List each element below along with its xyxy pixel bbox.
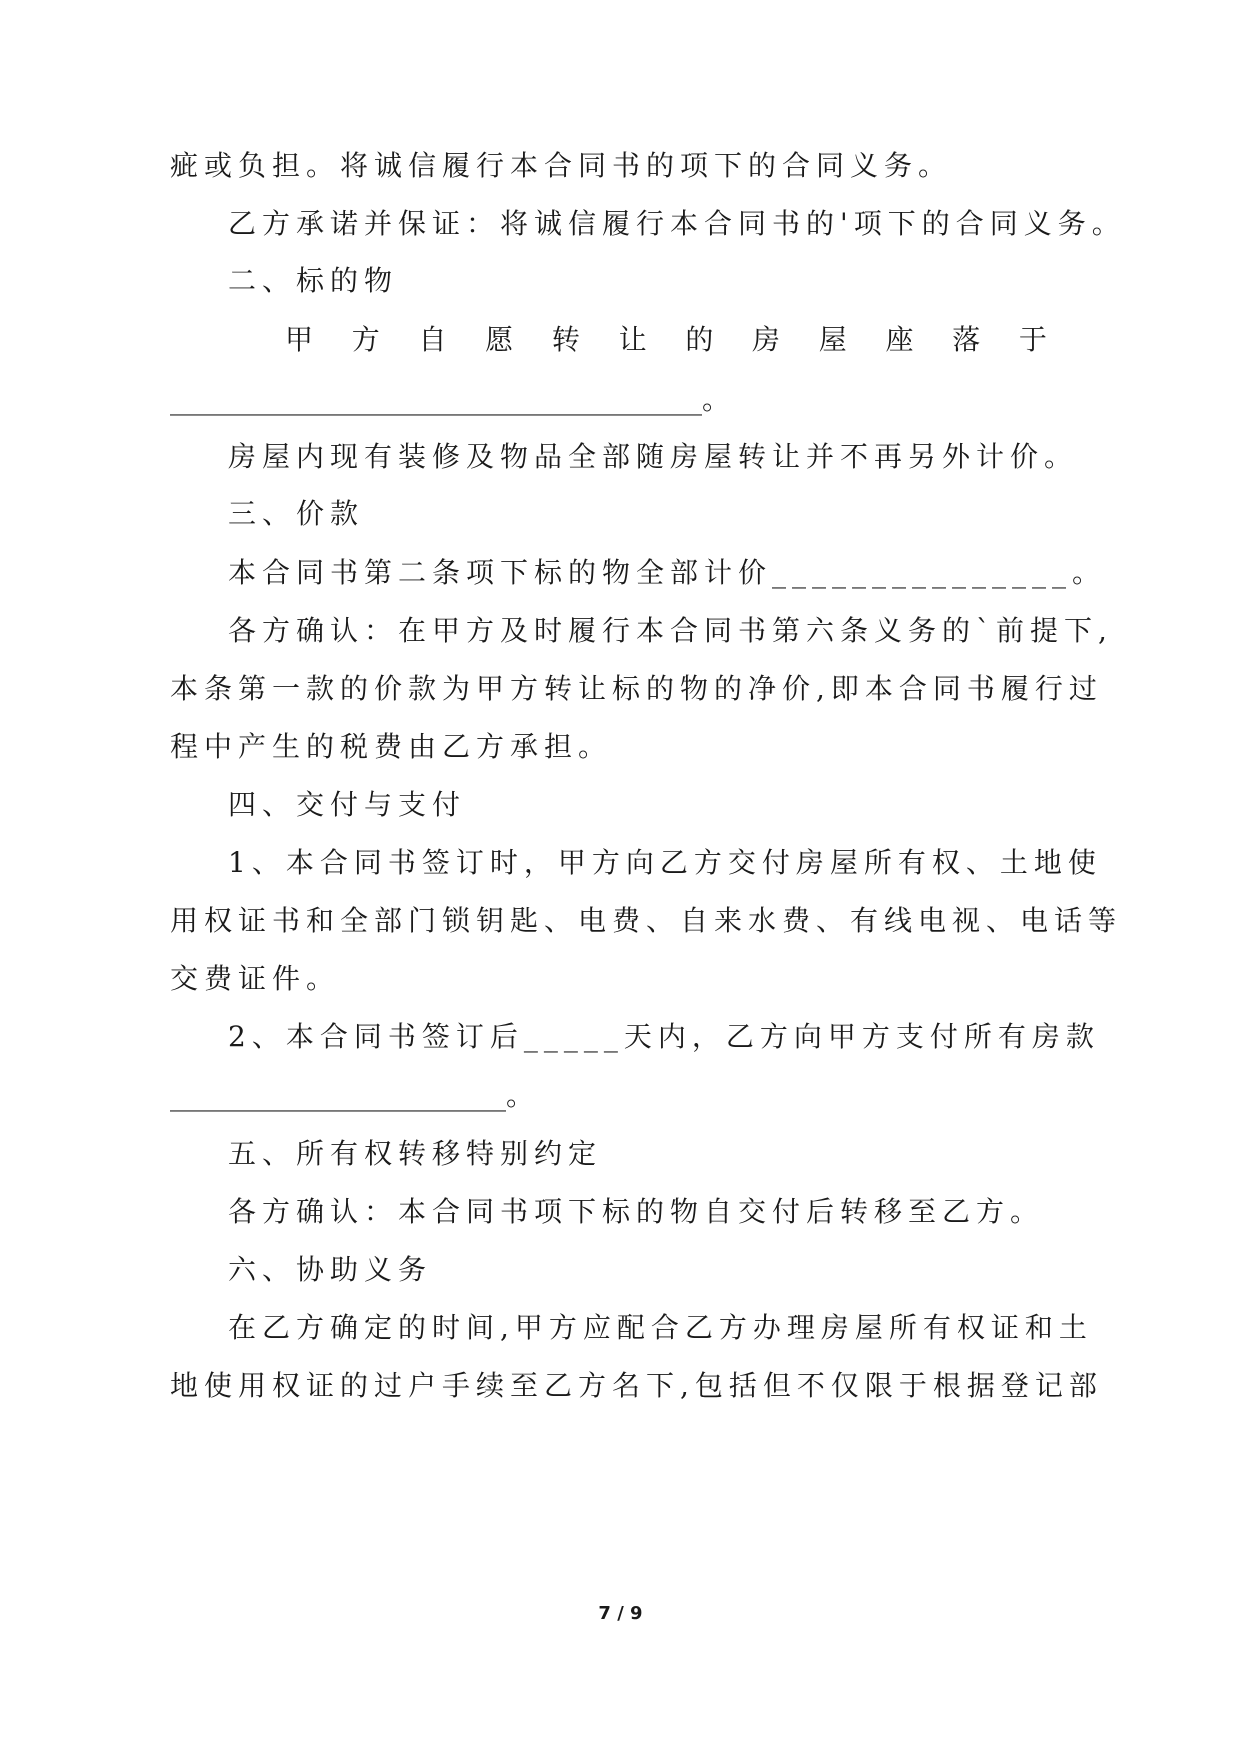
text-line: 各方确认：在甲方及时履行本合同书第六条义务的`前提下,: [228, 614, 1113, 647]
text-line: 各方确认：本合同书项下标的物自交付后转移至乙方。: [228, 1195, 1045, 1228]
text-line: 本合同书第二条项下标的物全部计价_______________。: [228, 556, 1107, 589]
spread-char: 转: [551, 323, 580, 356]
section-heading: 二、标的物: [228, 264, 399, 297]
text-line: 交费证件。: [170, 962, 341, 995]
text-line: 在乙方确定的时间,甲方应配合乙方办理房屋所有权证和土: [228, 1311, 1093, 1344]
spread-char: 自: [418, 323, 447, 356]
spread-char: 屋: [818, 323, 847, 356]
text-line: 2、本合同书签订后_____天内，乙方向甲方支付所有房款: [228, 1020, 1100, 1053]
spread-char: 座: [885, 323, 914, 356]
blank-line: ________________________。: [170, 1079, 535, 1112]
section-heading: 六、协助义务: [228, 1253, 433, 1286]
spread-char: 方: [351, 323, 380, 356]
section-heading: 五、所有权转移特别约定: [228, 1137, 603, 1170]
text-line: 1、本合同书签订时，甲方向乙方交付房屋所有权、土地使: [228, 846, 1102, 879]
spread-text-line: [285, 320, 1047, 360]
text-line: 房屋内现有装修及物品全部随房屋转让并不再另外计价。: [228, 440, 1079, 473]
spread-char: 让: [618, 323, 647, 356]
spread-char: 甲: [285, 323, 314, 356]
spread-char: 于: [1018, 323, 1047, 356]
spread-char: 落: [952, 323, 981, 356]
blank-line: ______________________________________。: [170, 383, 731, 416]
text-line: 用权证书和全部门锁钥匙、电费、自来水费、有线电视、电话等: [170, 904, 1123, 937]
text-line: 本条第一款的价款为甲方转让标的物的净价,即本合同书履行过: [170, 672, 1103, 705]
text-line: 乙方承诺并保证：将诚信履行本合同书的'项下的合同义务。: [228, 207, 1126, 240]
text-line: 程中产生的税费由乙方承担。: [170, 730, 613, 763]
section-heading: 四、交付与支付: [228, 788, 467, 821]
spread-char: 愿: [485, 323, 514, 356]
text-line: 地使用权证的过户手续至乙方名下,包括但不仅限于根据登记部: [170, 1369, 1103, 1402]
text-line: 疵或负担。将诚信履行本合同书的项下的合同义务。: [170, 149, 953, 182]
section-heading: 三、价款: [228, 497, 365, 530]
page-number: 7 / 9: [598, 1603, 643, 1624]
spread-char: 房: [752, 323, 781, 356]
spread-char: 的: [685, 323, 714, 356]
